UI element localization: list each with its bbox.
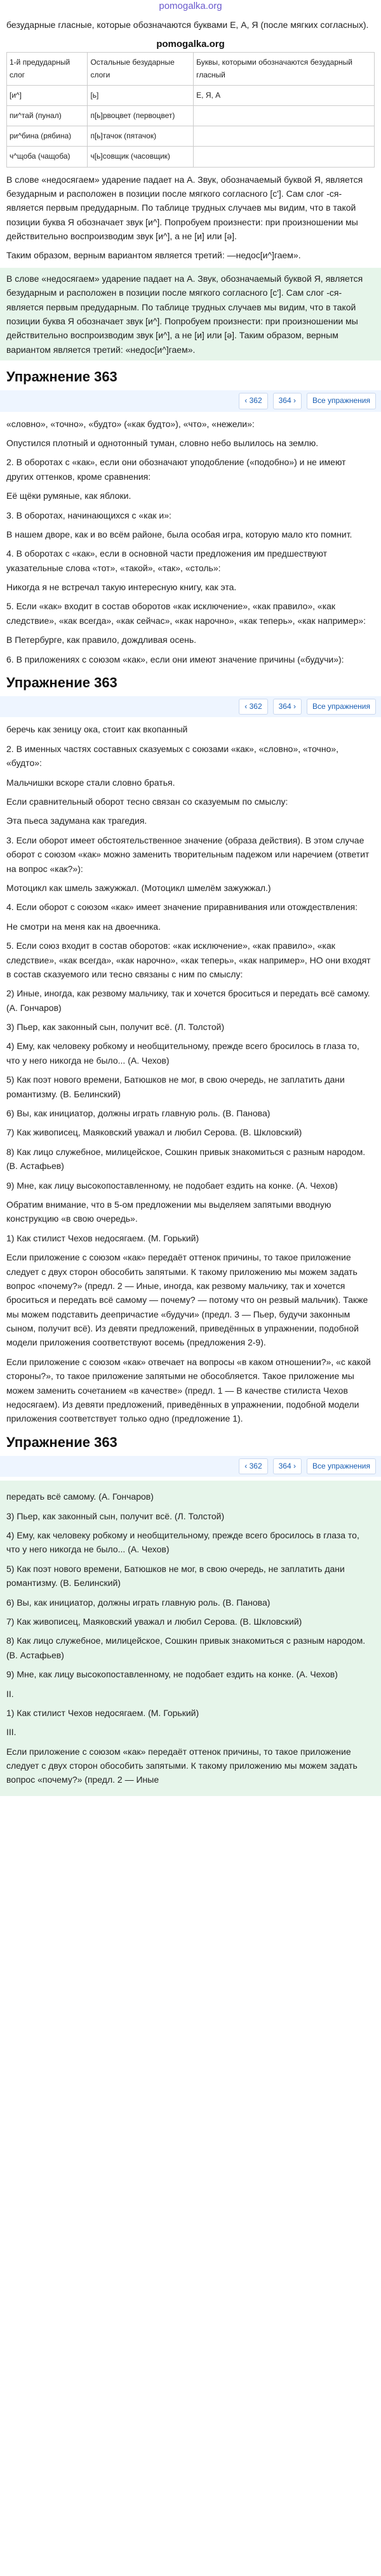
text-line: 5) Как поэт нового времени, Батюшков не мог, в свою очередь, не заплатить дани романтизму. (В. Белинский): [6, 1074, 345, 1099]
text-line: 6) Вы, как инициатор, должны играть главную роль. (В. Панова): [6, 1597, 271, 1608]
text-line: Мальчишки вскоре стали словно братья.: [6, 777, 175, 788]
text-line: Эта пьеса задумана как трагедия.: [6, 816, 147, 826]
text-line: Мотоцикл как шмель зажужжал. (Мотоцикл шмелём зажужжал.): [6, 882, 271, 893]
table-cell: [194, 147, 375, 167]
watermark-text: pomogalka.org: [156, 39, 225, 50]
all-exercises-button[interactable]: Все упражнения: [307, 699, 376, 715]
intro-text-1: безударные гласные, которые обозначаются буквами Е, А, Я (после мягких согласных).: [6, 20, 369, 30]
text-line: 5) Как поэт нового времени, Батюшков не мог, в свою очередь, не заплатить дани романтизму. (В. Белинский): [6, 1563, 345, 1589]
text-line: Обратим внимание, что в 5-ом предложении мы выделяем запятыми вводную конструкцию «в свою очередь».: [6, 1199, 331, 1224]
table-cell: п[ь]рвоцвет (первоцвет): [88, 105, 194, 126]
intro-text-2: В слове «недосягаем» ударение падает на А. Звук, обозначаемый буквой Я, является безударным и расположен в позиции после мягкого согласного [с']. Сам слог -ся- является первым предударным. По таблице трудных случаев мы видим, что в такой позиции буква Я обозначает звук [и^]. Попробуем произнести: при произношении мы действительно воспроизводим звук [и^], а не [и] или [ә].: [6, 174, 363, 242]
text-line: 7) Как живописец, Маяковский уважал и любил Серова. (В. Шкловский): [6, 1127, 302, 1138]
intro-section: [0, 18, 381, 263]
table-cell: Е, Я, А: [194, 85, 375, 105]
text-line: 1) Как стилист Чехов недосягаем. (М. Горький): [6, 1707, 199, 1718]
table-cell: [и^]: [7, 85, 88, 105]
text-line: 3. В оборотах, начинающихся с «как и»:: [6, 510, 171, 520]
text-line: 8) Как лицо служебное, милицейское, Сошкин привык знакомиться с разным народом. (В. Астафьев): [6, 1146, 366, 1172]
text-line: 3) Пьер, как законный сын, получит всё. (Л. Толстой): [6, 1510, 225, 1521]
prev-exercise-button[interactable]: ‹ 362: [239, 1458, 267, 1474]
text-line: «словно», «точно», «будто» («как будто»), «что», «нежели»:: [6, 418, 255, 429]
table-cell: [ь]: [88, 85, 194, 105]
text-line: В нашем дворе, как и во всём районе, была особая игра, которую мало кто помнит.: [6, 529, 352, 539]
table-cell: ч^щоба (чащоба): [7, 147, 88, 167]
exercise-title-2: Упражнение 363: [6, 675, 117, 691]
prev-exercise-button[interactable]: ‹ 362: [239, 699, 267, 715]
text-line: 7) Как живописец, Маяковский уважал и любил Серова. (В. Шкловский): [6, 1616, 302, 1627]
text-line: III.: [6, 1727, 17, 1738]
text-line: 4) Ему, как человеку робкому и необщительному, прежде всего бросилось в глаза то, что у него никогда не было... (А. Чехов): [6, 1041, 359, 1066]
all-exercises-button[interactable]: Все упражнения: [307, 393, 376, 409]
text-line: Не смотри на меня как на двоечника.: [6, 921, 161, 932]
exercise-title: Упражнение 363: [6, 369, 117, 385]
prev-exercise-button[interactable]: ‹ 362: [239, 393, 267, 409]
text-line: 3. Если оборот имеет обстоятельственное значение (образа действия). В этом случае оборот с союзом «как» можно заменить творительным падежом или наречием (ответит на вопрос «как?»):: [6, 835, 370, 874]
text-line: Если приложение с союзом «как» отвечает на вопросы «в каком отношении?», «с какой стороны?», то такое приложение запятыми не обособляется. Такое приложение мы можем заменить сочетанием «в качестве» (предл. 1 — В качестве стилиста Чехов недосягаем). Из девяти предложений, приведённых в упражнении, подобной модели приложения соответствует только одно (предложение 1).: [6, 1356, 371, 1424]
text-line: Никогда я не встречал такую интересную книгу, как эта.: [6, 582, 237, 593]
text-line: Если сравнительный оборот тесно связан со сказуемым по смыслу:: [6, 796, 288, 807]
text-line: 9) Мне, как лицу высокопоставленному, не подобает ездить на конке. (А. Чехов): [6, 1180, 338, 1191]
text-line: 4. Если оборот с союзом «как» имеет значение приравнивания или отождествления:: [6, 902, 358, 913]
intro-text-3: Таким образом, верным вариантом является третий: —недос[и^]гаем».: [6, 250, 301, 261]
vowel-table: [6, 52, 375, 167]
text-line: Опустился плотный и однотонный туман, словно небо вылилось на землю.: [6, 437, 319, 448]
table-cell: [194, 105, 375, 126]
text-line: 2. В оборотах с «как», если они обозначают уподобление («подобно») и не имеют других оттенков, кроме сравнения:: [6, 457, 346, 482]
text-line: 1) Как стилист Чехов недосягаем. (М. Горький): [6, 1232, 199, 1243]
text-line: 5. Если «как» входит в состав оборотов «как исключение», «как правило», «как следствие», «как всегда», «как сейчас», «как нарочно», «как теперь», «как например»:: [6, 601, 366, 626]
text-line: 9) Мне, как лицу высокопоставленному, не подобает ездить на конке. (А. Чехов): [6, 1669, 338, 1680]
exercise-nav: [0, 390, 381, 411]
table-cell: п[ь]тачок (пятачок): [88, 126, 194, 147]
table-cell: ри^бина (рябина): [7, 126, 88, 147]
all-exercises-button[interactable]: Все упражнения: [307, 1458, 376, 1474]
table-cell: ч[ь]совщик (часовщик): [88, 147, 194, 167]
text-line: 4. В оборотах с «как», если в основной части предложения им предшествуют указательные слова «тот», «такой», «так», «столь»:: [6, 548, 327, 573]
exercise-nav-3: [0, 1456, 381, 1477]
text-line: Если приложение с союзом «как» передаёт оттенок причины, то такое приложение следует с двух сторон обособить запятыми. К такому приложению мы можем задать вопрос «почему?» (предл. 2 — Иные, иногда, как резвому мальчику, так и хочется броситься и передать всё самому — почему? — потому что он резвый мальчик). Также мы можем подставить деепричастие «будучи» (предл. 3 — Пьер, будучи законным сыном, получит всё). Из девяти предложений, приведённых в упражнении, подобной модели приложения соответствуют восемь (предложения 2-9).: [6, 1252, 368, 1348]
table-header: Буквы, которыми обозначаются безударный гласный: [194, 53, 375, 85]
next-exercise-button[interactable]: 364 ›: [273, 699, 302, 715]
exercise-nav-2: [0, 696, 381, 717]
answer-block: [0, 268, 381, 360]
table-cell: пи^тай (пунал): [7, 105, 88, 126]
text-line: 5. Если союз входит в состав оборотов: «как исключение», «как правило», «как следствие», «как всегда», «как нарочно», «как теперь», «как например», НО они входят в состав сказуемого или тесно связаны с ним по смыслу:: [6, 941, 371, 979]
text-line: 3) Пьер, как законный сын, получит всё. (Л. Толстой): [6, 1022, 225, 1033]
table-header: 1-й предударный слог: [7, 53, 88, 85]
text-line: передать всё самому. (А. Гончаров): [6, 1491, 154, 1502]
text-line: Если приложение с союзом «как» передаёт оттенок причины, то такое приложение следует с двух сторон обособить запятыми. К такому приложению мы можем задать вопрос «почему?» (предл. 2 — Иные: [6, 1746, 358, 1785]
exercise-title-3: Упражнение 363: [6, 1434, 117, 1450]
site-logo[interactable]: pomogalka.org: [159, 1, 222, 11]
text-line: 2. В именных частях составных сказуемых с союзами «как», «словно», «точно», «будто»:: [6, 743, 339, 769]
part-3: [0, 1481, 381, 1796]
text-line: 2) Иные, иногда, как резвому мальчику, так и хочется броситься и передать всё самому. (А. Гончаров): [6, 988, 370, 1013]
text-line: II.: [6, 1688, 14, 1699]
answer-text: В слове «недосягаем» ударение падает на А. Звук, обозначаемый буквой Я, является безударным и расположен в позиции после мягкого согласного [с']. Сам слог -ся- является первым предударным. По таблице трудных случаев мы видим, что в такой позиции буква Я обозначает звук [и^]. Попробуем произнести: при произношении мы действительно воспроизводим звук [и^], а не [и] или [ә]. Таким образом, верным вариантом является третий: «недос[и^]гаем».: [6, 273, 363, 355]
table-cell: [194, 126, 375, 147]
text-line: 8) Как лицо служебное, милицейское, Сошкин привык знакомиться с разным народом. (В. Астафьев): [6, 1635, 366, 1660]
text-line: 4) Ему, как человеку робкому и необщительному, прежде всего бросилось в глаза то, что у него никогда не было... (А. Чехов): [6, 1529, 359, 1555]
text-line: В Петербурге, как правило, дождливая осень.: [6, 635, 197, 645]
part-2: [0, 722, 381, 1425]
part-1: [0, 417, 381, 666]
text-line: 6) Вы, как инициатор, должны играть главную роль. (В. Панова): [6, 1108, 271, 1119]
text-line: 6. В приложениях с союзом «как», если они имеют значение причины («будучи»):: [6, 654, 344, 664]
next-exercise-button[interactable]: 364 ›: [273, 393, 302, 409]
table-header: Остальные безударные слоги: [88, 53, 194, 85]
watermark: [6, 37, 375, 52]
text-line: Её щёки румяные, как яблоки.: [6, 491, 131, 501]
text-line: беречь как зеницу ока, стоит как вкопанный: [6, 724, 188, 735]
next-exercise-button[interactable]: 364 ›: [273, 1458, 302, 1474]
